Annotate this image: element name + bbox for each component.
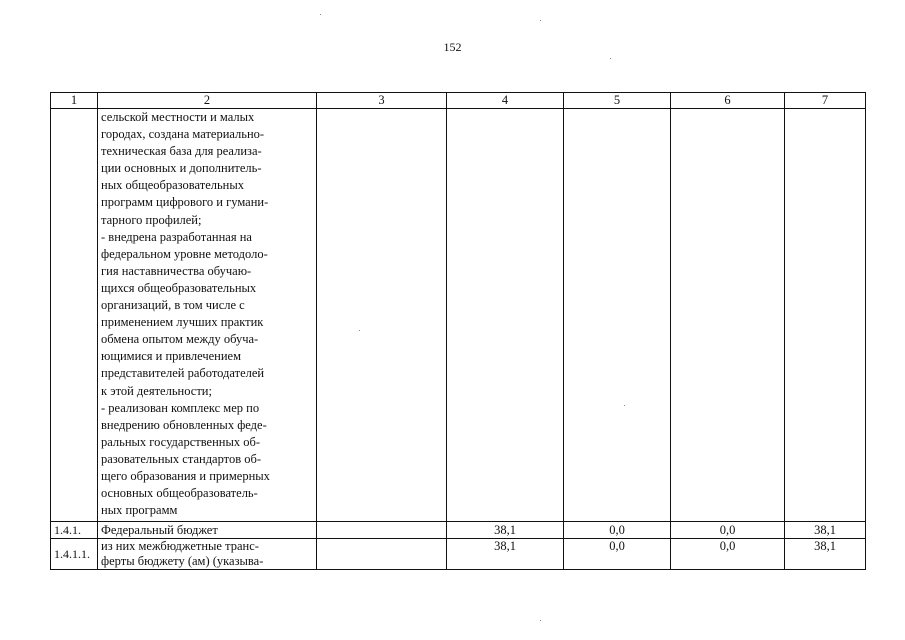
table-cell <box>51 109 98 522</box>
value-cell: 0,0 <box>671 522 785 539</box>
header-cell: 2 <box>98 93 317 109</box>
header-cell: 3 <box>317 93 447 109</box>
value-cell: 38,1 <box>785 522 866 539</box>
row-name: из них межбюджетные транс- ферты бюджету (ам) (указыва- <box>98 539 317 570</box>
scan-speck <box>540 20 541 21</box>
description-text: сельской местности и малых городах, создана материально- техническая база для реализа- ции основных и дополнитель- ных общеобразовательных программ цифрового и гумани- тарного профилей; - внедрена разработанная на федеральном уровне методоло- гия наставничества обучаю- щихся общеобразовательных организаций, в том числе с применением лучших практик обмена опытом между обуча- ющимися и привлечением представителей работодателей к этой деятельности; - реализован комплекс мер по внедрению обновленных феде- ральных государственных об- разовательных стандартов об- щего образования и примерных основных общеобразователь- ных программ <box>101 110 270 518</box>
header-cell: 4 <box>447 93 564 109</box>
header-cell: 5 <box>564 93 671 109</box>
table-row-description <box>51 109 866 522</box>
table-cell <box>317 522 447 539</box>
scan-speck <box>610 58 611 59</box>
header-cell: 7 <box>785 93 866 109</box>
scan-speck <box>540 620 541 621</box>
table-cell <box>564 109 671 522</box>
budget-table <box>50 92 866 570</box>
row-id: 1.4.1.1. <box>51 539 98 570</box>
page-number: 152 <box>443 40 462 54</box>
table-row <box>51 539 866 570</box>
scan-speck <box>624 405 625 406</box>
header-cell: 1 <box>51 93 98 109</box>
table-row <box>51 522 866 539</box>
description-cell <box>98 109 317 522</box>
table-cell <box>671 109 785 522</box>
scan-speck <box>320 14 321 15</box>
scan-speck <box>359 330 360 331</box>
value-cell: 38,1 <box>785 539 866 570</box>
row-id: 1.4.1. <box>51 522 98 539</box>
table-cell <box>317 109 447 522</box>
table-cell <box>447 109 564 522</box>
value-cell: 38,1 <box>447 539 564 570</box>
value-cell: 0,0 <box>671 539 785 570</box>
value-cell: 38,1 <box>447 522 564 539</box>
header-cell: 6 <box>671 93 785 109</box>
value-cell: 0,0 <box>564 539 671 570</box>
table-cell <box>785 109 866 522</box>
table-cell <box>317 539 447 570</box>
row-name: Федеральный бюджет <box>98 522 317 539</box>
table-header-row <box>51 93 866 109</box>
value-cell: 0,0 <box>564 522 671 539</box>
